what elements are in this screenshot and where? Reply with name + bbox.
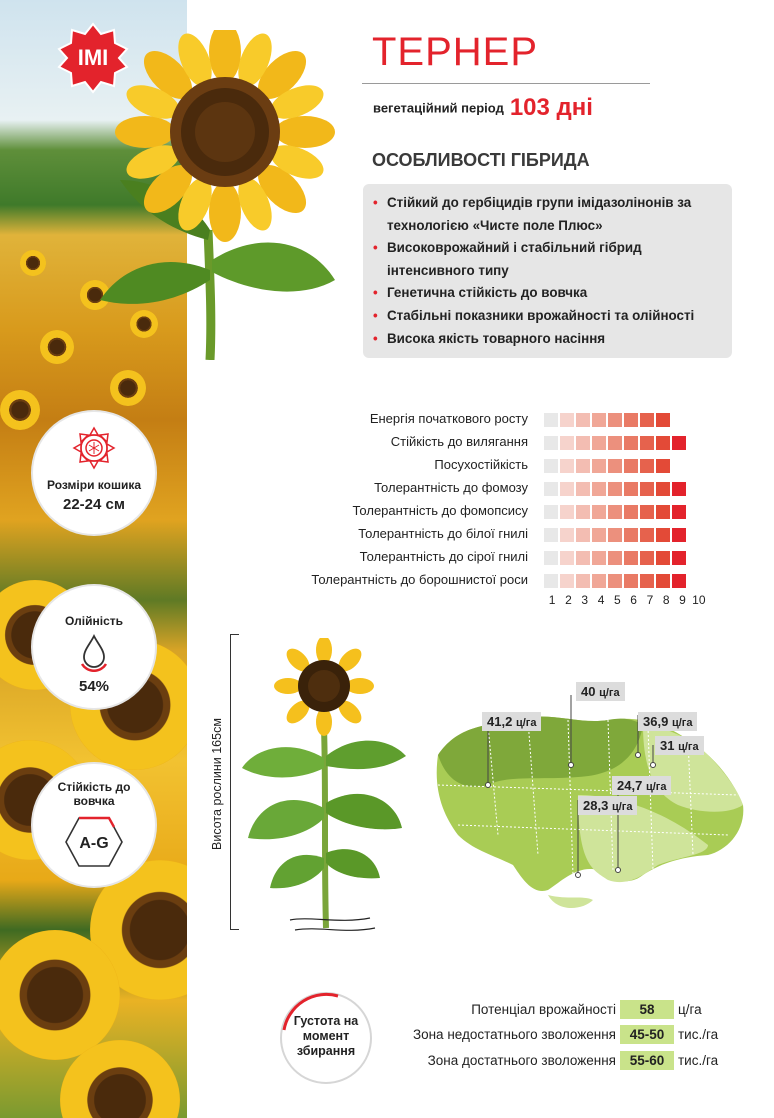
rating-cell xyxy=(544,436,558,450)
rating-bar xyxy=(544,551,686,565)
rating-label: Стійкість до вилягання xyxy=(390,434,528,449)
sunflower-illustration xyxy=(100,30,340,360)
rating-bar xyxy=(544,413,670,427)
rating-cell xyxy=(640,528,654,542)
rating-cell xyxy=(624,574,638,588)
rating-cell xyxy=(560,482,574,496)
rating-cell xyxy=(560,528,574,542)
scale-tick: 1 xyxy=(548,593,556,607)
summary-label: Зона достатнього зволоження xyxy=(427,1052,616,1068)
yield-tag xyxy=(638,712,697,731)
yield-unit: ц/га xyxy=(671,717,693,729)
head-size-badge xyxy=(33,412,155,534)
feature-item: • Генетична стійкість до вовчка xyxy=(371,282,727,305)
rating-row xyxy=(250,480,730,496)
vegetation-period xyxy=(373,94,593,122)
rating-cell xyxy=(544,551,558,565)
summary-label: Зона недостатнього зволоження xyxy=(412,1026,616,1042)
rating-cell xyxy=(640,574,654,588)
yield-value: 41,2 xyxy=(487,714,513,729)
rating-row xyxy=(250,572,730,588)
rating-cell xyxy=(624,459,638,473)
rating-cell xyxy=(640,459,654,473)
rating-cell xyxy=(624,528,638,542)
feature-item: • Стійкий до гербіцидів групи імідазолінонів за технологією «Чисте поле Плюс» xyxy=(371,192,727,237)
rating-cell xyxy=(640,436,654,450)
rating-cell xyxy=(592,482,606,496)
rating-cell xyxy=(544,505,558,519)
rating-bar xyxy=(544,459,670,473)
rating-cell xyxy=(608,505,622,519)
yield-value: 28,3 xyxy=(583,798,609,813)
rating-cell xyxy=(576,505,590,519)
density-label: Густота на момент збирання xyxy=(293,1014,359,1058)
features-list xyxy=(371,192,727,350)
logo-text: IMI xyxy=(77,45,109,70)
rating-cell xyxy=(608,528,622,542)
rating-cell xyxy=(656,528,670,542)
rating-cell xyxy=(560,551,574,565)
broomrape-label: Стійкість до вовчка xyxy=(57,780,131,808)
features-heading: ОСОБЛИВОСТІ ГІБРИДА xyxy=(372,150,590,170)
rating-cell xyxy=(576,436,590,450)
summary-row xyxy=(471,998,730,1020)
rating-cell xyxy=(608,574,622,588)
rating-label: Толерантність до сірої гнилі xyxy=(359,549,528,564)
rating-cell xyxy=(656,436,670,450)
rating-cell xyxy=(560,459,574,473)
scale-tick: 5 xyxy=(613,593,621,607)
rating-cell xyxy=(624,413,638,427)
rating-cell xyxy=(672,574,686,588)
rating-cell xyxy=(656,482,670,496)
rating-label: Толерантність до фомопсису xyxy=(352,503,528,518)
yield-value: 36,9 xyxy=(643,714,669,729)
yield-value: 31 xyxy=(660,738,675,753)
rating-bar xyxy=(544,528,686,542)
rating-cell xyxy=(608,436,622,450)
rating-cell xyxy=(672,551,686,565)
summary-unit: тис./га xyxy=(678,1026,719,1042)
rating-bar xyxy=(544,574,686,588)
rating-cell xyxy=(560,505,574,519)
yield-tag xyxy=(578,796,637,815)
scale-tick: 7 xyxy=(646,593,654,607)
rating-label: Толерантність до фомозу xyxy=(374,480,528,495)
summary-unit: тис./га xyxy=(678,1052,719,1068)
sunflower-plant-illustration xyxy=(240,638,410,938)
scale-tick: 4 xyxy=(597,593,605,607)
feature-item: • Висока якість товарного насіння xyxy=(371,328,727,351)
rating-cell xyxy=(576,574,590,588)
broomrape-badge xyxy=(33,764,155,886)
rating-row xyxy=(250,503,730,519)
scale-tick: 3 xyxy=(581,593,589,607)
rating-cell xyxy=(656,551,670,565)
rating-cell xyxy=(560,436,574,450)
scale-tick: 9 xyxy=(679,593,686,607)
rating-cell xyxy=(656,574,670,588)
rating-cell xyxy=(576,413,590,427)
summary-value: 55-60 xyxy=(620,1051,674,1070)
feature-item: • Високоврожайний і стабільний гібрид інтенсивного типу xyxy=(371,237,727,282)
rating-cell xyxy=(576,482,590,496)
rating-cell xyxy=(592,436,606,450)
rating-cell xyxy=(544,528,558,542)
oil-drop-icon xyxy=(76,632,112,672)
rating-cell xyxy=(608,459,622,473)
scale-tick: 2 xyxy=(565,593,572,607)
summary-value: 58 xyxy=(620,1000,674,1019)
feature-item: • Стабільні показники врожайності та олійності xyxy=(371,305,727,328)
yield-unit: ц/га xyxy=(515,717,537,729)
rating-label: Енергія початкового росту xyxy=(369,411,528,426)
oil-content-badge xyxy=(33,586,155,708)
rating-cell xyxy=(560,413,574,427)
rating-cell xyxy=(592,413,606,427)
rating-bar xyxy=(544,482,686,496)
plant-height-label: Висота рослини 165см xyxy=(210,718,224,850)
rating-cell xyxy=(672,505,686,519)
oil-label: Олійність xyxy=(64,614,124,628)
rating-cell xyxy=(576,528,590,542)
scale-tick: 6 xyxy=(630,593,637,607)
rating-cell xyxy=(624,551,638,565)
summary-label: Потенціал врожайності xyxy=(471,1001,616,1017)
yield-value: 24,7 xyxy=(617,778,643,793)
rating-cell xyxy=(608,482,622,496)
rating-cell xyxy=(560,574,574,588)
rating-cell xyxy=(592,574,606,588)
rating-cell xyxy=(592,528,606,542)
yield-value: 40 xyxy=(581,684,596,699)
rating-cell xyxy=(576,459,590,473)
rating-cell xyxy=(576,551,590,565)
rating-cell xyxy=(640,413,654,427)
yield-unit: ц/га xyxy=(599,687,620,699)
sunflower-head-icon xyxy=(70,426,118,470)
scale-tick: 8 xyxy=(662,593,670,607)
vegetation-value: 103 дні xyxy=(509,94,593,121)
rating-row xyxy=(250,411,730,427)
summary-row xyxy=(428,1049,730,1071)
rating-cell xyxy=(656,413,670,427)
rating-cell xyxy=(640,482,654,496)
density-badge xyxy=(278,990,374,1086)
rating-row xyxy=(250,457,730,473)
rating-cell xyxy=(656,505,670,519)
rating-cell xyxy=(608,413,622,427)
rating-cell xyxy=(624,436,638,450)
yield-tag xyxy=(576,682,625,701)
hybrid-title: ТЕРНЕР xyxy=(372,30,539,74)
title-divider xyxy=(362,83,650,84)
yield-tag xyxy=(612,776,671,795)
rating-cell xyxy=(544,459,558,473)
yield-unit: ц/га xyxy=(611,801,633,813)
rating-cell xyxy=(544,413,558,427)
rating-label: Толерантність до білої гнилі xyxy=(358,526,528,541)
yield-unit: ц/га xyxy=(645,781,667,793)
rating-cell xyxy=(640,551,654,565)
rating-cell xyxy=(672,436,686,450)
rating-row xyxy=(250,549,730,565)
rating-cell xyxy=(592,459,606,473)
rating-bar xyxy=(544,505,686,519)
height-bracket xyxy=(230,634,239,930)
rating-cell xyxy=(624,505,638,519)
rating-cell xyxy=(656,459,670,473)
vegetation-label: вегетаційний період xyxy=(373,100,504,116)
head-size-label: Розміри кошика xyxy=(46,478,142,492)
scale-tick: 10 xyxy=(692,593,706,607)
oil-value: 54% xyxy=(78,678,110,695)
summary-value: 45-50 xyxy=(620,1025,674,1044)
rating-label: Посухостійкість xyxy=(434,457,528,472)
rating-cell xyxy=(544,574,558,588)
rating-label: Толерантність до борошнистої роси xyxy=(311,572,528,587)
rating-scale xyxy=(544,593,707,607)
rating-cell xyxy=(592,551,606,565)
yield-unit: ц/га xyxy=(678,741,699,753)
broomrape-value: A-G xyxy=(79,835,109,852)
summary-unit: ц/га xyxy=(678,1001,702,1017)
rating-cell xyxy=(624,482,638,496)
rating-cell xyxy=(672,528,686,542)
rating-row xyxy=(250,526,730,542)
rating-cell xyxy=(672,482,686,496)
summary-row xyxy=(413,1023,730,1045)
yield-tag xyxy=(482,712,541,731)
rating-bar xyxy=(544,436,686,450)
head-size-value: 22-24 см xyxy=(63,496,125,513)
rating-cell xyxy=(608,551,622,565)
yield-tag xyxy=(655,736,704,755)
rating-cell xyxy=(544,482,558,496)
rating-row xyxy=(250,434,730,450)
rating-cell xyxy=(640,505,654,519)
rating-cell xyxy=(592,505,606,519)
